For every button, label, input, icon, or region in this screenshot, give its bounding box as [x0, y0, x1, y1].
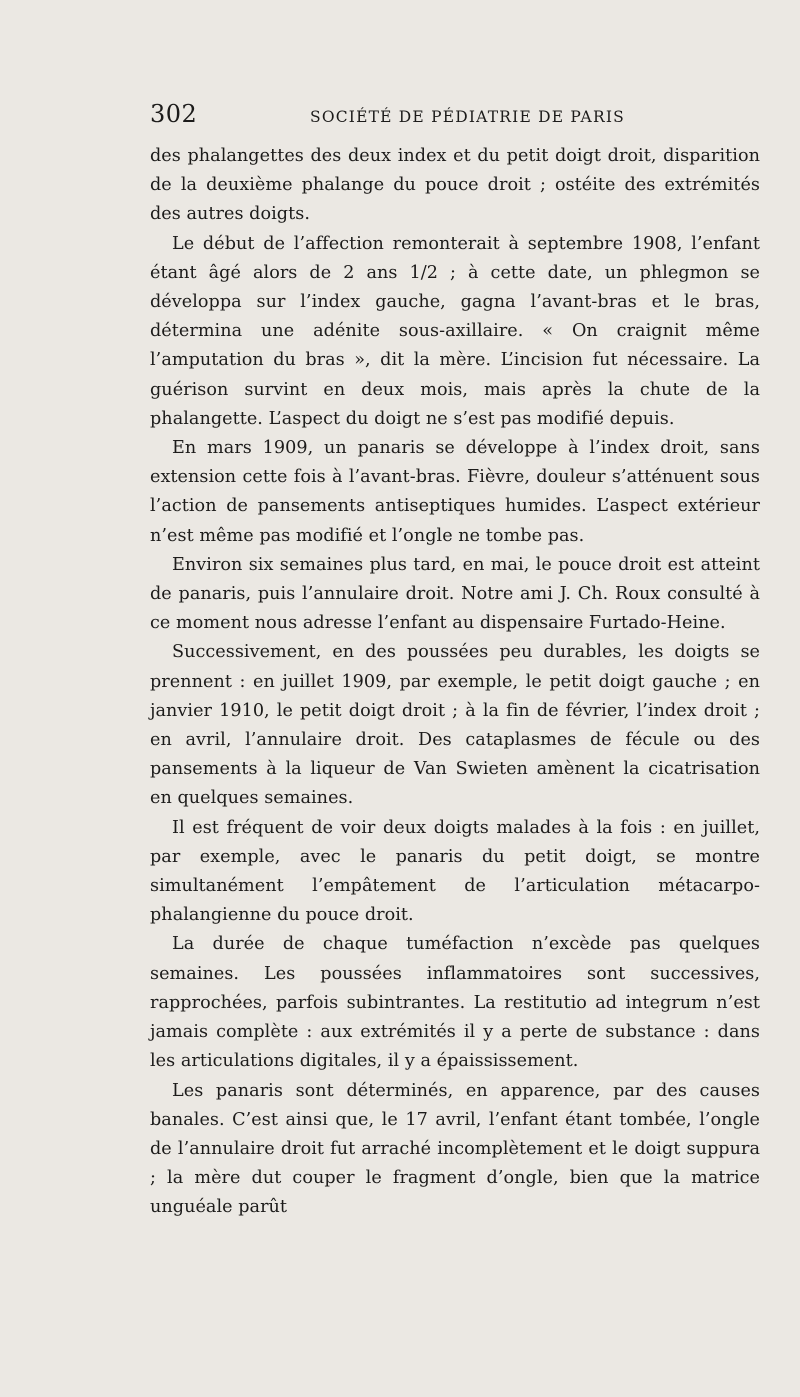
paragraph-5: Successivement, en des poussées peu durables, les doigts se prennent : en juillet 1909, par exemple, le petit doigt gauche ; en janvier 1910, le petit doigt droit ; à la fin de février, l’index droit ; en avril, l’annulaire droit. Des cataplasmes de fécule ou des pansements à la liqueur de Van Swieten amènent la cicatrisation en quelques semaines. — [150, 642, 760, 809]
paragraph-8: Les panaris sont déterminés, en apparence, par des causes banales. C’est ainsi que, le 17 avril, l’enfant étant tombée, l’ongle de l’annulaire droit fut arraché incomplètement et le doigt suppura ; la mère dut couper le fragment d’ongle, bien que la matrice unguéale parût — [150, 1080, 760, 1218]
paragraph-2: Le début de l’affection remonterait à septembre 1908, l’enfant étant âgé alors de 2 ans 1/2 ; à cette date, un phlegmon se développa sur l’index gauche, gagna l’avant-bras et le bras, détermina une adénite sous-axillaire. « On craignit même l’amputation du bras », dit la mère. L’incision fut nécessaire. La guérison survint en deux mois, mais après la chute de la phalangette. L’aspect du doigt ne s’est pas modifié depuis. — [150, 233, 760, 429]
paragraph-1: des phalangettes des deux index et du petit doigt droit, disparition de la deuxième phalange du pouce droit ; ostéite des extrémités des autres doigts. — [150, 146, 760, 225]
running-title: SOCIÉTÉ DE PÉDIATRIE DE PARIS — [310, 108, 625, 126]
body-text — [150, 142, 760, 1223]
page-header — [150, 100, 760, 136]
paragraph-7: La durée de chaque tuméfaction n’excède pas quelques semaines. Les poussées inflammatoires sont successives, rapprochées, parfois subintrantes. La restitutio ad integrum n’est jamais complète : aux extrémités il y a perte de substance : dans les articulations digitales, il y a épaississement. — [150, 934, 760, 1072]
paragraph-4: Environ six semaines plus tard, en mai, le pouce droit est atteint de panaris, puis l’annulaire droit. Notre ami J. Ch. Roux consulté à ce moment nous adresse l’enfant au dispensaire Furtado-Heine. — [150, 554, 760, 634]
paragraph-3: En mars 1909, un panaris se développe à l’index droit, sans extension cette fois à l’avant-bras. Fièvre, douleur s’atténuent sous l’action de pansements antiseptiques humides. L’aspect extérieur n’est même pas modifié et l’ongle ne tombe pas. — [150, 438, 760, 546]
paragraph-6: Il est fréquent de voir deux doigts malades à la fois : en juillet, par exemple, avec le panaris du petit doigt, se montre simultanément l’empâtement de l’articulation métacarpo-phalangienne du pouce droit. — [150, 817, 760, 926]
page-number: 302 — [150, 100, 198, 128]
